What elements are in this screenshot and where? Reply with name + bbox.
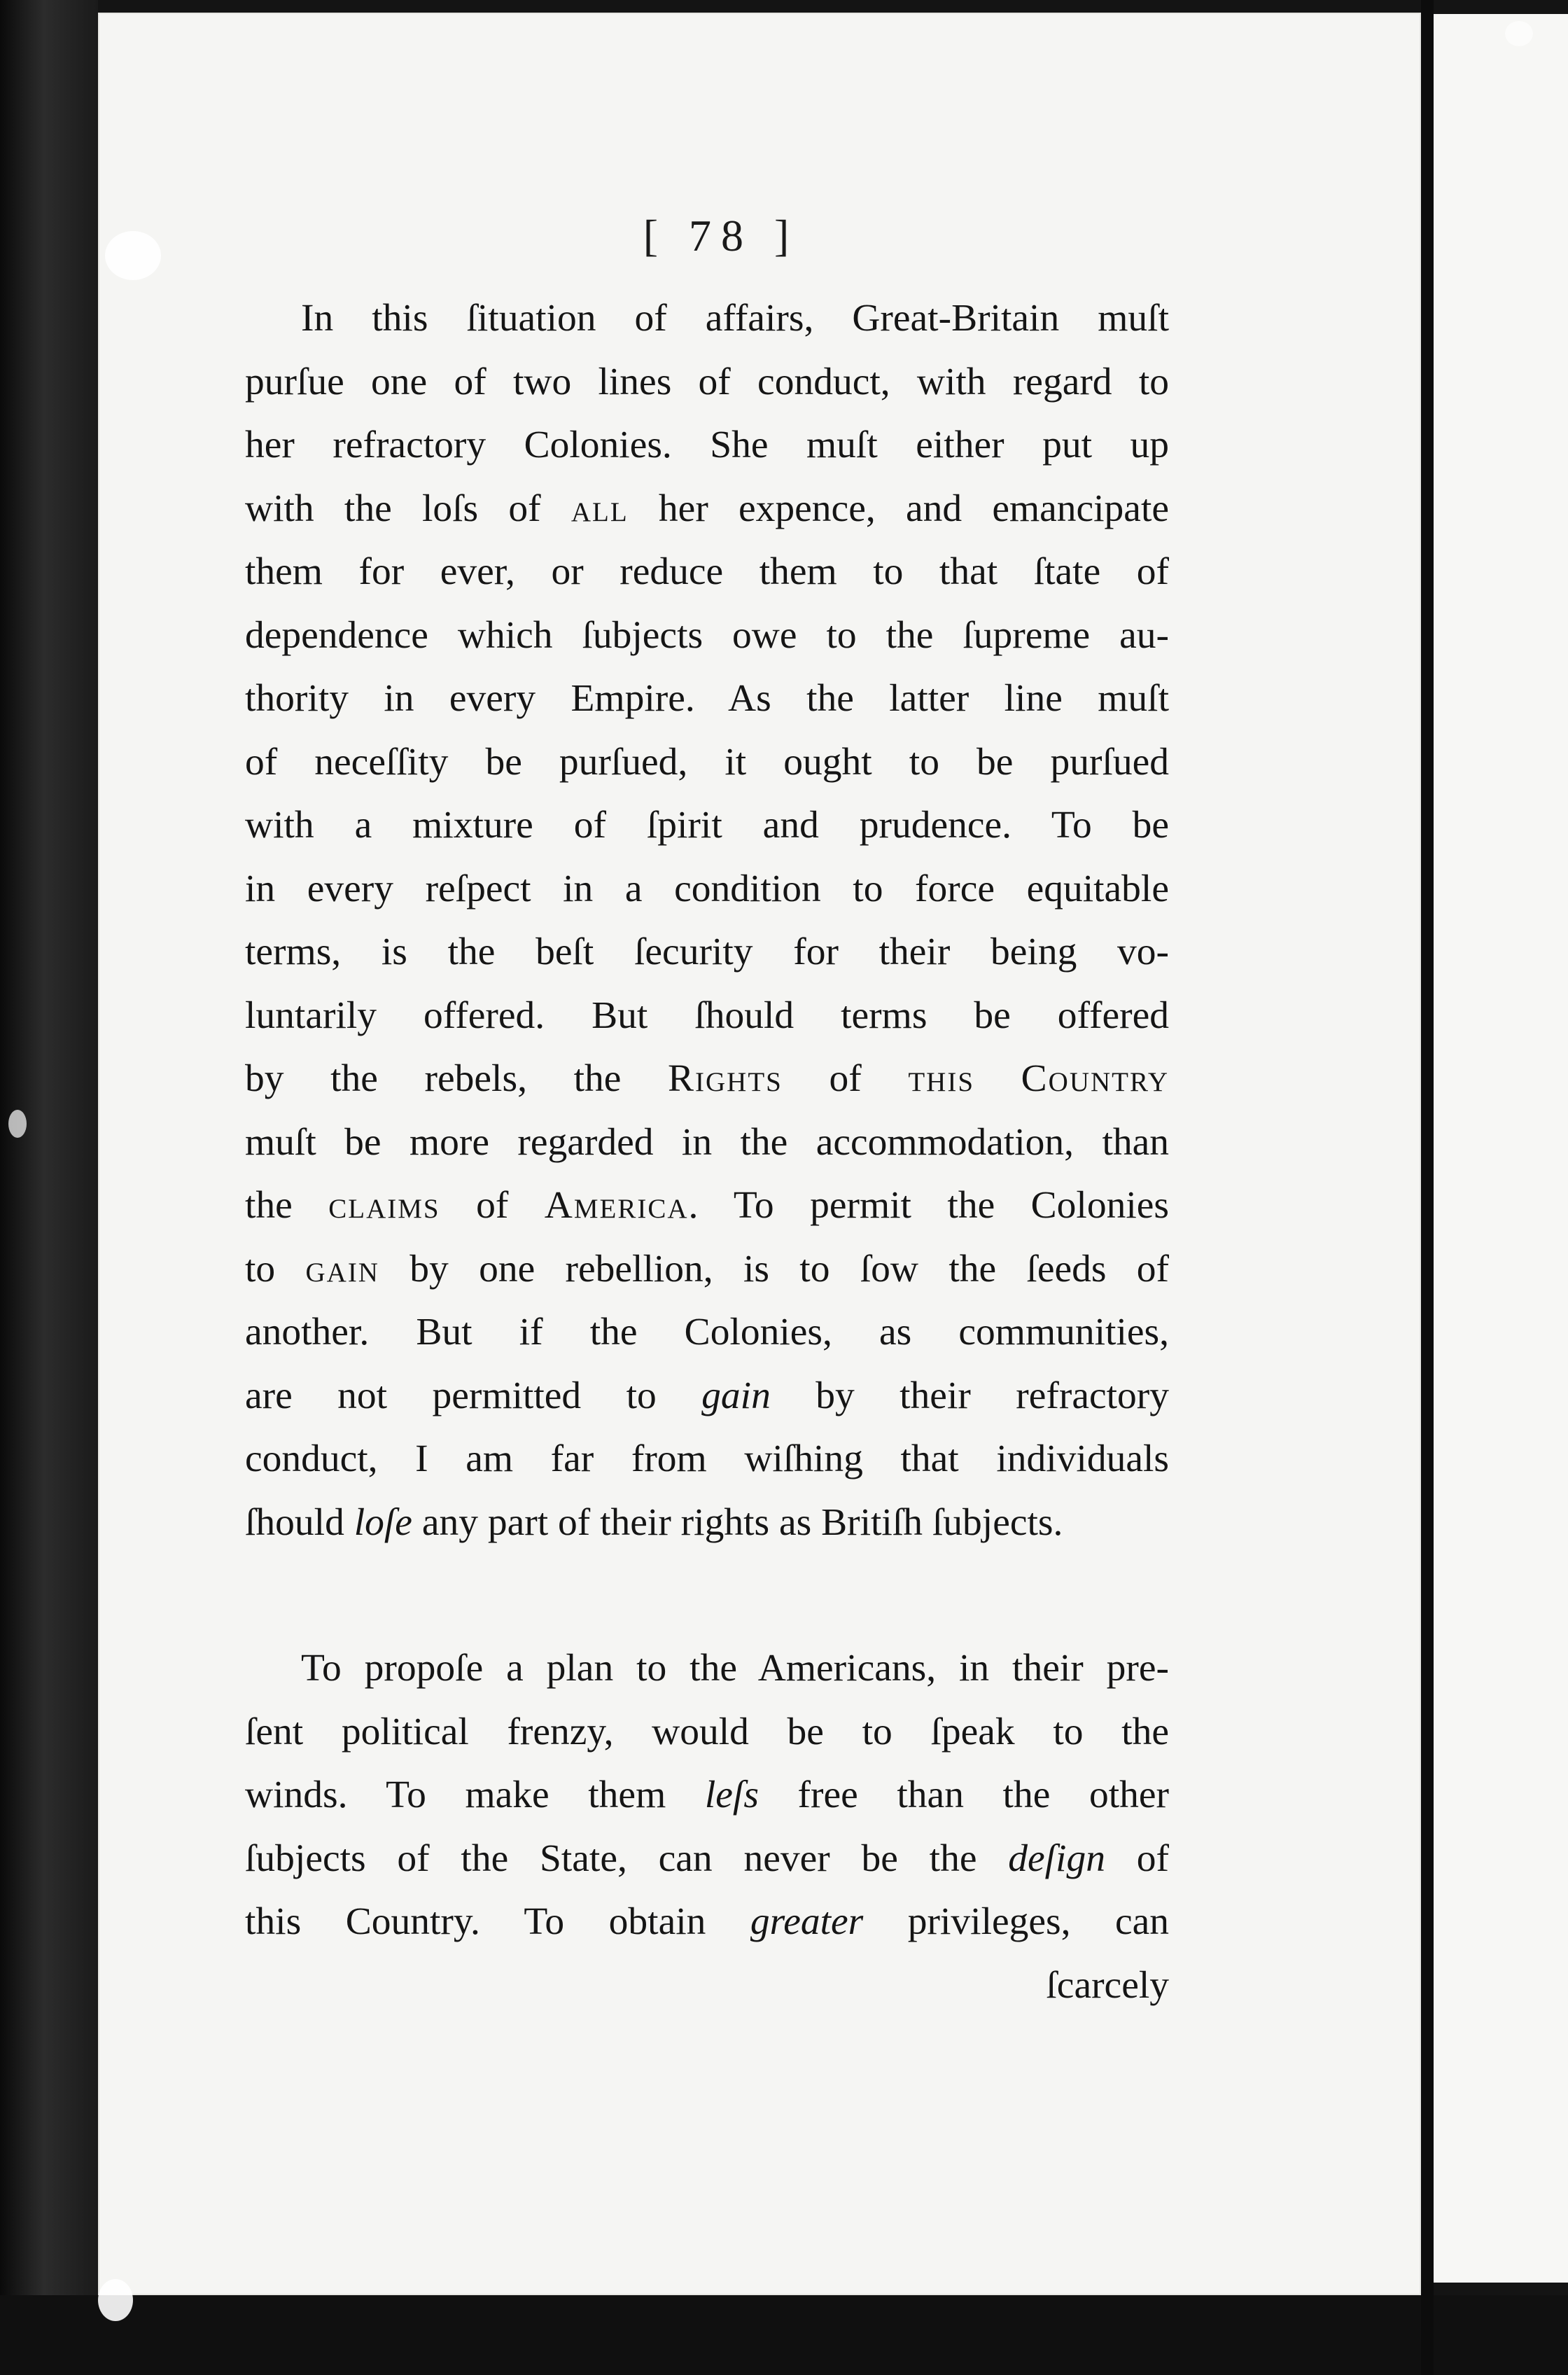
text-segment: dependence which ſubjects owe to the ſupreme au- xyxy=(245,613,1169,657)
small-caps-word: Rights xyxy=(668,1057,783,1100)
text-segment: by the rebels, the xyxy=(245,1057,668,1100)
text-segment: In this ſituation of affairs, Great-Britain muſt xyxy=(301,297,1169,340)
text-line xyxy=(245,667,1169,731)
text-segment: are not permitted to xyxy=(245,1374,702,1417)
text-line xyxy=(245,731,1169,795)
scan-speck xyxy=(8,1110,27,1138)
text-line xyxy=(245,1301,1169,1365)
body-text xyxy=(245,287,1169,2017)
text-segment: muſt be more regarded in the accommodation, than xyxy=(245,1120,1169,1164)
paragraph-gap xyxy=(245,1554,1169,1637)
text-line xyxy=(245,414,1169,478)
text-segment: of xyxy=(1105,1837,1170,1880)
text-line xyxy=(245,351,1169,415)
text-segment xyxy=(974,1057,1021,1100)
text-segment: them for ever, or reduce them to that ſtate of xyxy=(245,550,1169,593)
text-segment: . To permit the Colonies xyxy=(688,1184,1170,1227)
text-line xyxy=(245,1365,1169,1428)
italic-word: greater xyxy=(750,1900,864,1943)
paragraph xyxy=(245,287,1169,1554)
text-segment: with the loſs of xyxy=(245,487,571,530)
text-segment: ſent political frenzy, would be to ſpeak to the xyxy=(245,1710,1169,1753)
italic-word: deſign xyxy=(1008,1837,1105,1880)
page-gutter xyxy=(1421,0,1434,2375)
text-segment: of xyxy=(440,1184,545,1227)
text-segment: her expence, and emancipate xyxy=(628,487,1169,530)
text-line xyxy=(245,984,1169,1048)
text-segment: any part of their rights as Britiſh ſubjects. xyxy=(412,1500,1063,1544)
text-line xyxy=(245,478,1169,541)
text-segment: terms, is the beſt ſecurity for their being vo- xyxy=(245,931,1169,973)
text-line xyxy=(245,858,1169,921)
page-number: [ 78 ] xyxy=(643,211,799,260)
text-line xyxy=(245,287,1169,351)
text-segment: winds. To make them xyxy=(245,1774,705,1816)
small-caps-word: gain xyxy=(305,1247,379,1290)
small-caps-word: America xyxy=(544,1184,689,1227)
text-line xyxy=(245,1047,1169,1111)
catchword: ſcarcely xyxy=(1046,1963,1169,2007)
text-segment: in every reſpect in a condition to force equitable xyxy=(245,867,1169,910)
text-segment: ſubjects of the State, can never be the xyxy=(245,1837,1009,1880)
text-line xyxy=(245,921,1169,984)
text-line xyxy=(245,1428,1169,1491)
paragraph xyxy=(245,1637,1169,1954)
text-line xyxy=(245,1701,1169,1764)
small-caps-word: all xyxy=(570,487,629,530)
text-line xyxy=(245,1491,1169,1555)
scan-speck xyxy=(1505,21,1533,46)
italic-word: gain xyxy=(701,1374,771,1417)
small-caps-word: Country xyxy=(1021,1057,1170,1100)
small-caps-word: claims xyxy=(328,1184,440,1227)
scan-speck xyxy=(98,2279,133,2321)
text-line xyxy=(245,1238,1169,1302)
text-line xyxy=(245,541,1169,604)
text-segment: to xyxy=(245,1247,306,1290)
text-segment: thority in every Empire. As the latter line muſt xyxy=(245,677,1169,720)
scan-bottom-edge xyxy=(0,2295,1568,2375)
text-segment: purſue one of two lines of conduct, with regard to xyxy=(245,360,1169,403)
text-segment: by their refractory xyxy=(770,1374,1169,1417)
text-line xyxy=(245,1890,1169,1954)
facing-page-edge xyxy=(1434,14,1568,2283)
text-line xyxy=(245,794,1169,858)
text-segment: free than the other xyxy=(758,1774,1169,1816)
text-segment: of xyxy=(782,1057,909,1100)
text-segment: the xyxy=(245,1184,329,1227)
text-segment: privileges, can xyxy=(863,1900,1169,1943)
text-line xyxy=(245,1111,1169,1175)
italic-word: leſs xyxy=(704,1774,759,1816)
book-spine-edge xyxy=(0,0,98,2375)
text-segment: of neceſſity be purſued, it ought to be purſued xyxy=(245,740,1169,783)
text-line xyxy=(245,1827,1169,1891)
text-line xyxy=(245,1764,1169,1827)
text-line xyxy=(245,604,1169,668)
text-segment: ſhould xyxy=(245,1500,354,1544)
text-segment: with a mixture of ſpirit and prudence. To be xyxy=(245,804,1169,847)
text-line xyxy=(245,1637,1169,1701)
text-segment: her refractory Colonies. She muſt either put up xyxy=(245,424,1169,466)
text-segment: conduct, I am far from wiſhing that individuals xyxy=(245,1437,1169,1480)
text-segment: To propoſe a plan to the Americans, in their pre- xyxy=(301,1647,1169,1690)
scan-speck xyxy=(105,231,161,280)
text-segment: another. But if the Colonies, as communities, xyxy=(245,1311,1169,1353)
text-segment: luntarily offered. But ſhould terms be offered xyxy=(245,994,1169,1037)
text-line xyxy=(245,1174,1169,1238)
text-segment: by one rebellion, is to ſow the ſeeds of xyxy=(379,1247,1169,1290)
italic-word: loſe xyxy=(354,1500,412,1544)
small-caps-word: this xyxy=(908,1057,975,1100)
text-segment: this Country. To obtain xyxy=(245,1900,750,1943)
